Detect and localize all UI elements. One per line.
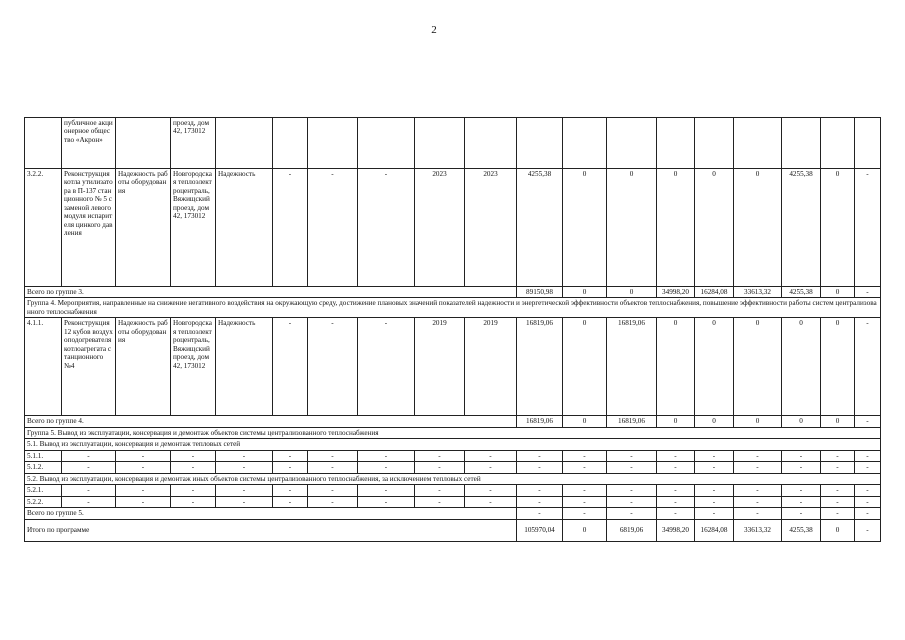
- dash-cell: -: [782, 450, 821, 461]
- start-year: 2023: [415, 169, 465, 287]
- value-cell: 0: [563, 416, 607, 427]
- table-row-4-1-1: [25, 318, 881, 416]
- dash-cell: -: [116, 496, 171, 507]
- dash-cell: -: [695, 450, 734, 461]
- dash-cell: -: [62, 462, 116, 473]
- dash-cell: -: [116, 485, 171, 496]
- table-row-5-2-1: [25, 485, 881, 496]
- value-cell: -: [308, 169, 358, 287]
- indicator: Надежность: [216, 169, 273, 287]
- total-cost: 105970,04: [517, 519, 563, 541]
- dash-cell: -: [855, 508, 881, 519]
- dash-cell: -: [563, 496, 607, 507]
- dash-cell: -: [465, 450, 517, 461]
- program-total-row: [25, 519, 881, 541]
- dash-cell: -: [62, 450, 116, 461]
- value-cell: 4255,38: [782, 519, 821, 541]
- group-5-header-row: [25, 427, 881, 438]
- dash-cell: -: [216, 496, 273, 507]
- dash-cell: -: [62, 496, 116, 507]
- table-row-continuation: [25, 118, 881, 169]
- value-cell: 0: [607, 169, 657, 287]
- dash-cell: -: [855, 450, 881, 461]
- row-number: 3.2.2.: [25, 169, 62, 287]
- dash-cell: -: [358, 496, 415, 507]
- dash-cell: -: [821, 496, 855, 507]
- dash-cell: -: [782, 485, 821, 496]
- dash-cell: -: [517, 496, 563, 507]
- dash-cell: -: [517, 485, 563, 496]
- group-total-label: Всего по группе 3.: [25, 287, 517, 298]
- dash-cell: -: [782, 508, 821, 519]
- dash-cell: -: [563, 485, 607, 496]
- dash-cell: -: [821, 450, 855, 461]
- measure-name: Реконструкция котла утилизатора в П-137 станционного № 5 с заменой левого модуля испарителя цинкого давления: [62, 169, 116, 287]
- dash-cell: -: [62, 485, 116, 496]
- value-cell: -: [855, 169, 881, 287]
- dash-cell: -: [782, 496, 821, 507]
- dash-cell: -: [308, 462, 358, 473]
- dash-cell: -: [273, 450, 308, 461]
- total-cost: 4255,38: [517, 169, 563, 287]
- value-cell: -: [273, 169, 308, 287]
- dash-cell: -: [607, 462, 657, 473]
- group-5-total-row: [25, 508, 881, 519]
- dash-cell: -: [695, 496, 734, 507]
- table-row-5-2-2: [25, 496, 881, 507]
- end-year: 2023: [465, 169, 517, 287]
- total-cost: 16819,06: [517, 416, 563, 427]
- subgroup-header: 5.1. Вывод из эксплуатации, консервация и демонтаж тепловых сетей: [25, 439, 881, 450]
- dash-cell: -: [171, 496, 216, 507]
- total-cost: 16819,06: [517, 318, 563, 416]
- dash-cell: -: [657, 496, 695, 507]
- value-cell: 0: [782, 416, 821, 427]
- value-cell: -: [855, 416, 881, 427]
- value-cell: 0: [734, 416, 782, 427]
- value-cell: 0: [695, 318, 734, 416]
- value-cell: 4255,38: [782, 169, 821, 287]
- measure-goal: Надежность работы оборудования: [116, 169, 171, 287]
- dash-cell: -: [563, 462, 607, 473]
- row-number: 5.1.1.: [25, 450, 62, 461]
- dash-cell: -: [415, 496, 465, 507]
- dash-cell: -: [657, 450, 695, 461]
- group-header: Группа 4. Мероприятия, направленные на снижение негативного воздействия на окружающую среду, достижение плановых значений показателей надежности и энергетической эффективности объектов теплоснабжения, повышение эффективности работы систем централизованного теплоснабжения: [25, 298, 881, 318]
- value-cell: -: [358, 169, 415, 287]
- dash-cell: -: [216, 462, 273, 473]
- dash-cell: -: [734, 496, 782, 507]
- start-year: 2019: [415, 318, 465, 416]
- dash-cell: -: [695, 485, 734, 496]
- dash-cell: -: [734, 508, 782, 519]
- dash-cell: -: [607, 450, 657, 461]
- value-cell: 0: [563, 169, 607, 287]
- dash-cell: -: [465, 485, 517, 496]
- dash-cell: -: [695, 462, 734, 473]
- value-cell: 33613,32: [734, 519, 782, 541]
- value-cell: -: [855, 287, 881, 298]
- value-cell: 0: [657, 416, 695, 427]
- value-cell: 0: [821, 287, 855, 298]
- dash-cell: -: [734, 462, 782, 473]
- dash-cell: -: [855, 485, 881, 496]
- value-cell: 0: [821, 318, 855, 416]
- value-cell: 0: [734, 169, 782, 287]
- row-number: 5.1.2.: [25, 462, 62, 473]
- group-total-label: Всего по группе 4.: [25, 416, 517, 427]
- dash-cell: -: [171, 485, 216, 496]
- dash-cell: -: [216, 485, 273, 496]
- value-cell: 0: [563, 318, 607, 416]
- value-cell: 0: [782, 318, 821, 416]
- value-cell: 16284,08: [695, 519, 734, 541]
- table-row-3-2-2: [25, 169, 881, 287]
- table-row-5-1-1: [25, 450, 881, 461]
- value-cell: 0: [563, 519, 607, 541]
- value-cell: 0: [821, 169, 855, 287]
- value-cell: -: [273, 318, 308, 416]
- owner-cell: публичное акционерное общество «Акрон»: [62, 118, 116, 169]
- address-cell: проезд, дом 42, 173012: [171, 118, 216, 169]
- subgroup-5-1-header-row: [25, 439, 881, 450]
- page-number: 2: [431, 24, 437, 36]
- dash-cell: -: [563, 508, 607, 519]
- dash-cell: -: [415, 462, 465, 473]
- value-cell: 0: [563, 287, 607, 298]
- indicator: Надежность: [216, 318, 273, 416]
- value-cell: -: [855, 318, 881, 416]
- group-3-total-row: [25, 287, 881, 298]
- value-cell: 34998,20: [657, 287, 695, 298]
- dash-cell: -: [358, 485, 415, 496]
- row-number: 5.2.2.: [25, 496, 62, 507]
- value-cell: 4255,38: [782, 287, 821, 298]
- row-number: 4.1.1.: [25, 318, 62, 416]
- dash-cell: -: [607, 508, 657, 519]
- value-cell: 0: [695, 416, 734, 427]
- dash-cell: -: [517, 462, 563, 473]
- group-4-header-row: [25, 298, 881, 318]
- dash-cell: -: [657, 485, 695, 496]
- dash-cell: -: [821, 485, 855, 496]
- dash-cell: -: [734, 450, 782, 461]
- dash-cell: -: [308, 450, 358, 461]
- measure-goal: Надежность работы оборудования: [116, 318, 171, 416]
- value-cell: 33613,32: [734, 287, 782, 298]
- dash-cell: -: [308, 496, 358, 507]
- value-cell: 16284,08: [695, 287, 734, 298]
- object-address: Новгородская теплоэлектроцентраль, Вяжищский проезд, дом 42, 173012: [171, 169, 216, 287]
- dash-cell: -: [563, 450, 607, 461]
- dash-cell: -: [821, 508, 855, 519]
- dash-cell: -: [734, 485, 782, 496]
- dash-cell: -: [273, 496, 308, 507]
- table-row-5-1-2: [25, 462, 881, 473]
- program-total-label: Итого по программе: [25, 519, 517, 541]
- value-cell: 34998,20: [657, 519, 695, 541]
- value-cell: 0: [657, 169, 695, 287]
- dash-cell: -: [465, 462, 517, 473]
- value-cell: 0: [695, 169, 734, 287]
- group-total-label: Всего по группе 5.: [25, 508, 517, 519]
- value-cell: 0: [607, 287, 657, 298]
- value-cell: -: [308, 318, 358, 416]
- group-header: Группа 5. Вывод из эксплуатации, консервация и демонтаж объектов системы централизованного теплоснабжения: [25, 427, 881, 438]
- dash-cell: -: [821, 462, 855, 473]
- dash-cell: -: [415, 450, 465, 461]
- value-cell: 0: [734, 318, 782, 416]
- row-number: 5.2.1.: [25, 485, 62, 496]
- dash-cell: -: [171, 450, 216, 461]
- dash-cell: -: [273, 485, 308, 496]
- value-cell: -: [358, 318, 415, 416]
- dash-cell: -: [607, 485, 657, 496]
- dash-cell: -: [116, 462, 171, 473]
- dash-cell: -: [695, 508, 734, 519]
- dash-cell: -: [657, 508, 695, 519]
- subgroup-5-2-header-row: [25, 473, 881, 484]
- dash-cell: -: [171, 462, 216, 473]
- subgroup-header: 5.2. Вывод из эксплуатации, консервация и демонтаж иных объектов системы централизованного теплоснабжения, за исключением тепловых сетей: [25, 473, 881, 484]
- dash-cell: -: [517, 450, 563, 461]
- dash-cell: -: [782, 462, 821, 473]
- value-cell: 6819,06: [607, 519, 657, 541]
- object-address: Новгородская теплоэлектроцентраль, Вяжищский проезд, дом 42, 173012: [171, 318, 216, 416]
- dash-cell: -: [657, 462, 695, 473]
- dash-cell: -: [216, 450, 273, 461]
- dash-cell: -: [358, 462, 415, 473]
- value-cell: 0: [821, 519, 855, 541]
- group-4-total-row: [25, 416, 881, 427]
- dash-cell: -: [855, 462, 881, 473]
- measure-name: Реконструкция 12 кубов воздухоподогревателя котлоагрегата станционного №4: [62, 318, 116, 416]
- dash-cell: -: [116, 450, 171, 461]
- end-year: 2019: [465, 318, 517, 416]
- dash-cell: -: [855, 496, 881, 507]
- dash-cell: -: [358, 450, 415, 461]
- value-cell: 16819,06: [607, 416, 657, 427]
- value-cell: 0: [821, 416, 855, 427]
- value-cell: -: [855, 519, 881, 541]
- value-cell: 16819,06: [607, 318, 657, 416]
- total-cost: 89150,98: [517, 287, 563, 298]
- dash-cell: -: [308, 485, 358, 496]
- dash-cell: -: [273, 462, 308, 473]
- dash-cell: -: [465, 496, 517, 507]
- dash-cell: -: [415, 485, 465, 496]
- investment-program-table: [24, 117, 881, 542]
- dash-cell: -: [517, 508, 563, 519]
- dash-cell: -: [607, 496, 657, 507]
- value-cell: 0: [657, 318, 695, 416]
